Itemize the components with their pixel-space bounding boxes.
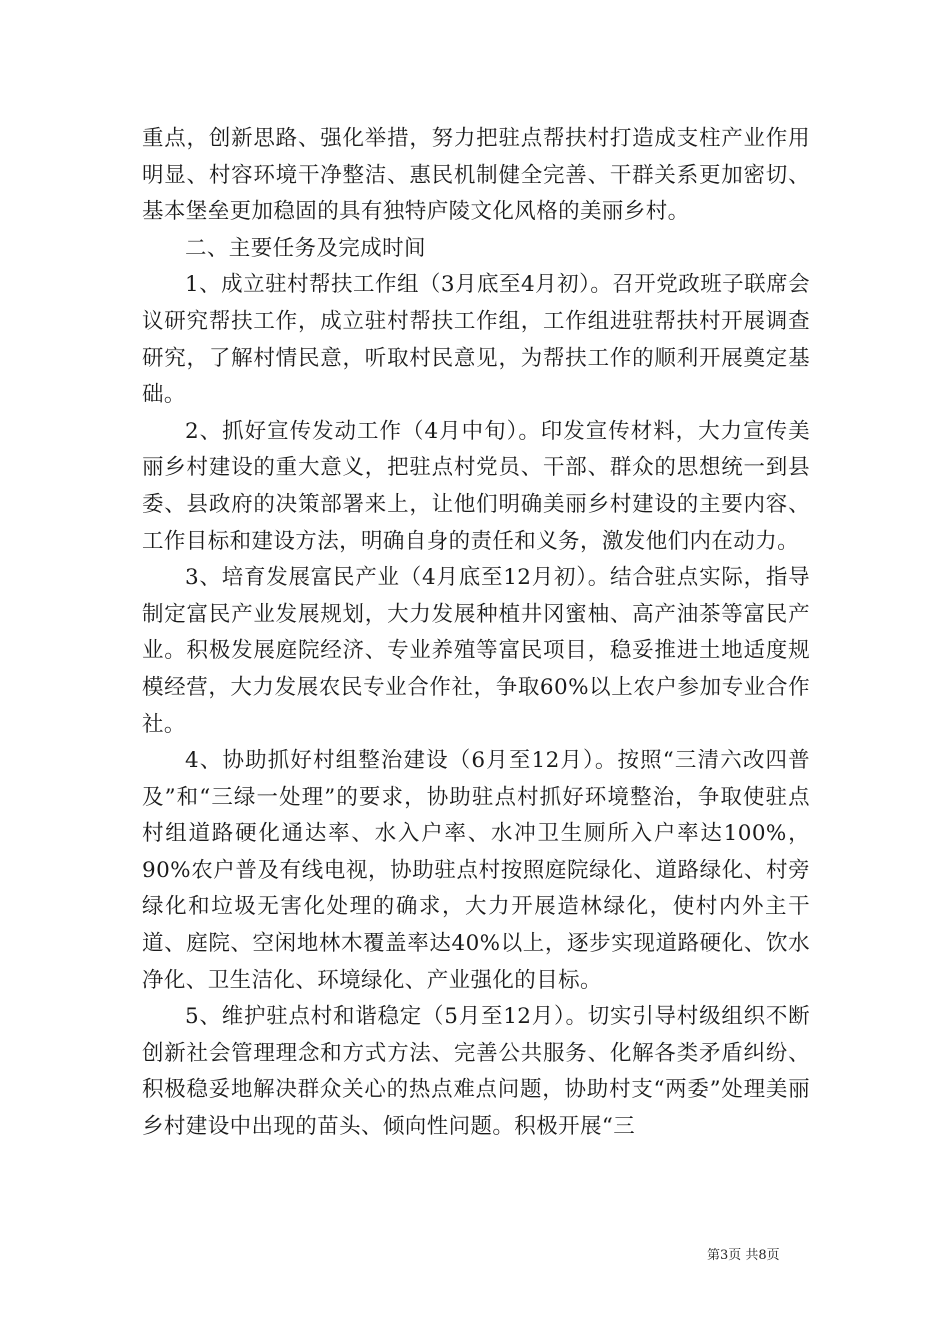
task-paragraph-5: 5、维护驻点村和谐稳定（5月至12月）。切实引导村级组织不断创新社会管理理念和方式方法、完善公共服务、化解各类矛盾纠纷、积极稳妥地解决群众关心的热点难点问题，协助村支“两委”处理美丽乡村建设中出现的苗头、倾向性问题。积极开展“三 xyxy=(142,1004,810,1140)
document-body xyxy=(142,121,810,1146)
task-paragraph-3: 3、培育发展富民产业（4月底至12月初）。结合驻点实际，指导制定富民产业发展规划，大力发展种植井冈蜜柚、高产油茶等富民产业。积极发展庭院经济、专业养殖等富民项目，稳妥推进土地适度规模经营，大力发展农民专业合作社，争取60%以上农户参加专业合作社。 xyxy=(142,565,810,737)
task-paragraph-4: 4、协助抓好村组整治建设（6月至12月）。按照“三清六改四普及”和“三绿一处理”的要求，协助驻点村抓好环境整治，争取使驻点村组道路硬化通达率、水入户率、水冲卫生厕所入户率达100%，90%农户普及有线电视，协助驻点村按照庭院绿化、道路绿化、村旁绿化和垃圾无害化处理的确求，大力开展造林绿化，使村内外主干道、庭院、空闲地林木覆盖率达40%以上，逐步实现道路硬化、饮水净化、卫生洁化、环境绿化、产业强化的目标。 xyxy=(142,748,810,993)
paragraph-continuation: 重点，创新思路、强化举措，努力把驻点帮扶村打造成支柱产业作用明显、村容环境干净整洁、惠民机制健全完善、干群关系更加密切、基本堡垒更加稳固的具有独特庐陵文化风格的美丽乡村。 xyxy=(142,126,810,225)
task-paragraph-1: 1、成立驻村帮扶工作组（3月底至4月初）。召开党政班子联席会议研究帮扶工作，成立驻村帮扶工作组，工作组进驻帮扶村开展调查研究，了解村情民意，听取村民意见，为帮扶工作的顺利开展奠定基础。 xyxy=(142,272,810,408)
section-heading: 二、主要任务及完成时间 xyxy=(185,235,426,261)
task-paragraph-2: 2、抓好宣传发动工作（4月中旬）。印发宣传材料，大力宣传美丽乡村建设的重大意义，把驻点村党员、干部、群众的思想统一到县委、县政府的决策部署来上，让他们明确美丽乡村建设的主要内容、工作目标和建设方法，明确自身的责任和义务，激发他们内在动力。 xyxy=(142,418,810,554)
page-number: 第3页 共8页 xyxy=(707,1248,780,1263)
